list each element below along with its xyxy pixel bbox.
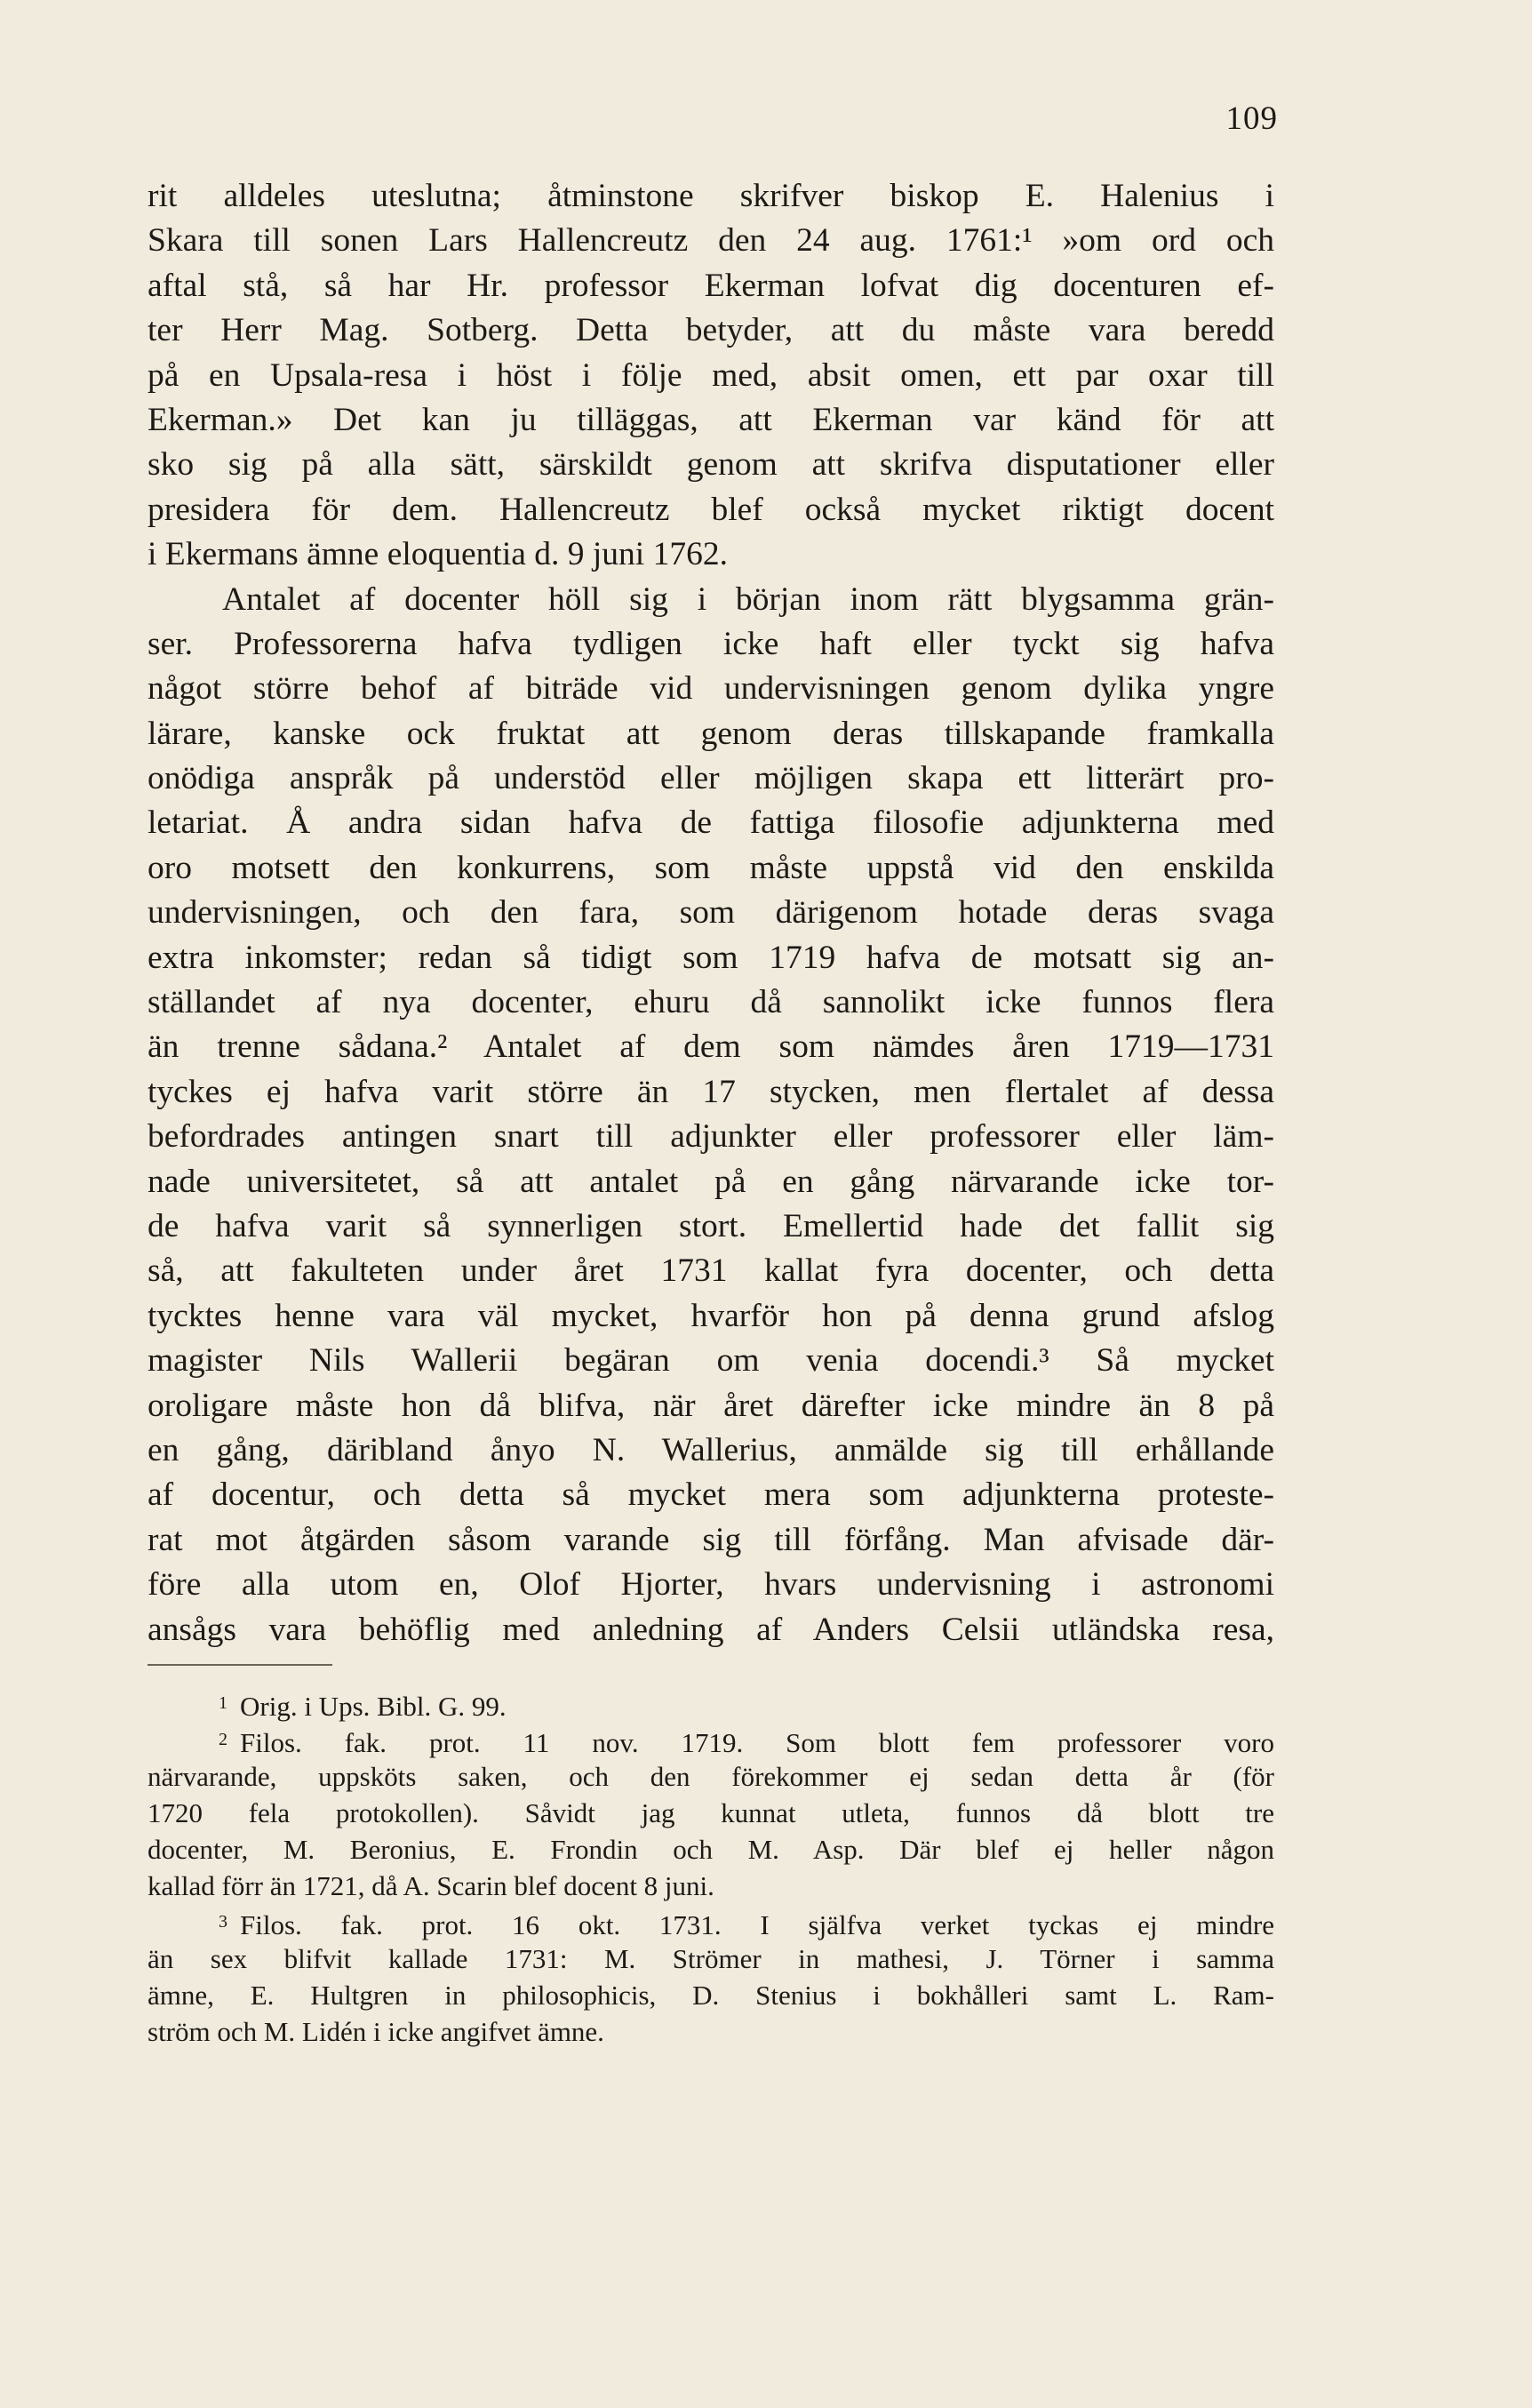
text-line: Antalet af docenter höll sig i början inom rätt blygsamma grän- xyxy=(222,580,1274,618)
footnote-1 xyxy=(148,1685,1274,1722)
footnote-marker: 1 xyxy=(219,1693,227,1713)
footnote-3 xyxy=(148,1904,1274,1940)
text-line: presidera för dem. Hallencreutz blef också mycket riktigt docent xyxy=(148,491,1274,528)
text-line: Ekerman.» Det kan ju tilläggas, att Ekerman var känd för att xyxy=(148,401,1274,438)
text-line: ställandet af nya docenter, ehuru då sannolikt icke funnos flera xyxy=(148,984,1274,1021)
text-line: något större behof af biträde vid undervisningen genom dylika yngre xyxy=(148,670,1274,708)
footnotes xyxy=(148,1685,1274,2050)
text-line: Skara till sonen Lars Hallencreutz den 24 aug. 1761:¹ »om ord och xyxy=(148,222,1274,260)
text-line: före alla utom en, Olof Hjorter, hvars undervisning i astronomi xyxy=(148,1566,1274,1604)
footnote-line: 1720 fela protokollen). Såvidt jag kunnat utleta, funnos då blott tre xyxy=(148,1797,1274,1828)
page-number: 109 xyxy=(1225,100,1278,137)
text-line: befordrades antingen snart till adjunkter eller professorer eller läm- xyxy=(148,1118,1274,1156)
footnote-line: ström och M. Lidén i icke angifvet ämne. xyxy=(148,2016,604,2047)
text-line: magister Nils Wallerii begäran om venia docendi.³ Så mycket xyxy=(148,1342,1274,1380)
text-line: så, att fakulteten under året 1731 kallat fyra docenter, och detta xyxy=(148,1252,1274,1290)
text-line: rit alldeles uteslutna; åtminstone skrifver biskop E. Halenius i xyxy=(148,178,1274,214)
text-line: de hafva varit så synnerligen stort. Emellertid hade det fallit sig xyxy=(148,1207,1274,1244)
text-line: än trenne sådana.² Antalet af dem som nämdes åren 1719—1731 xyxy=(148,1028,1274,1066)
footnote-2 xyxy=(148,1722,1274,1758)
footnote-line: ämne, E. Hultgren in philosophicis, D. Stenius i bokhålleri samt L. Ram- xyxy=(148,1980,1274,2011)
footnote-divider xyxy=(148,1664,332,1666)
footnote-marker: 2 xyxy=(219,1730,227,1749)
text-line: nade universitetet, så att antalet på en gång närvarande icke tor- xyxy=(148,1163,1274,1200)
text-line: sko sig på alla sätt, särskildt genom att skrifva disputationer eller xyxy=(148,446,1274,484)
text-line: en gång, däribland ånyo N. Wallerius, anmälde sig till erhållande xyxy=(148,1431,1274,1468)
footnote-text: Orig. i Ups. Bibl. G. 99. xyxy=(240,1691,507,1722)
text-line: extra inkomster; redan så tidigt som 1719 hafva de motsatt sig an- xyxy=(148,939,1274,976)
text-line: oroligare måste hon då blifva, när året därefter icke mindre än 8 på xyxy=(148,1387,1274,1424)
text-line: lärare, kanske ock fruktat att genom deras tillskapande framkalla xyxy=(148,715,1274,752)
text-line: i Ekermans ämne eloquentia d. 9 juni 1762. xyxy=(148,536,728,573)
text-line: ter Herr Mag. Sotberg. Detta betyder, att du måste vara beredd xyxy=(148,312,1274,349)
text-line: undervisningen, och den fara, som därigenom hotade deras svaga xyxy=(148,894,1274,932)
text-line: på en Upsala-resa i höst i följe med, absit omen, ett par oxar till xyxy=(148,356,1274,394)
text-line: af docentur, och detta så mycket mera som adjunkterna proteste- xyxy=(148,1476,1274,1514)
footnote-line: kallad förr än 1721, då A. Scarin blef docent 8 juni. xyxy=(148,1870,714,1901)
text-line: ser. Professorerna hafva tydligen icke haft eller tyckt sig hafva xyxy=(148,625,1274,662)
text-line: tyckes ej hafva varit större än 17 stycken, men flertalet af dessa xyxy=(148,1073,1274,1110)
footnote-line: än sex blifvit kallade 1731: M. Strömer in mathesi, J. Törner i samma xyxy=(148,1943,1274,1974)
text-line: onödiga anspråk på understöd eller möjligen skapa ett litterärt pro- xyxy=(148,760,1274,797)
body-text xyxy=(148,174,1274,1652)
text-line: letariat. Å andra sidan hafva de fattiga filosofie adjunkterna med xyxy=(148,804,1274,842)
text-line: rat mot åtgärden såsom varande sig till förfång. Man afvisade där- xyxy=(148,1521,1274,1558)
footnote-line: närvarande, uppsköts saken, och den förekommer ej sedan detta år (för xyxy=(148,1761,1274,1792)
text-line: oro motsett den konkurrens, som måste uppstå vid den enskilda xyxy=(148,849,1274,886)
footnote-line: docenter, M. Beronius, E. Frondin och M. Asp. Där blef ej heller någon xyxy=(148,1834,1274,1865)
footnote-text: Filos. fak. prot. 16 okt. 1731. I själfva verket tyckas ej mindre xyxy=(240,1909,1274,1940)
footnote-text: Filos. fak. prot. 11 nov. 1719. Som blott fem professorer voro xyxy=(240,1727,1274,1758)
text-line: aftal stå, så har Hr. professor Ekerman lofvat dig docenturen ef- xyxy=(148,267,1274,304)
text-line: ansågs vara behöflig med anledning af Anders Celsii utländska resa, xyxy=(148,1611,1274,1648)
footnote-marker: 3 xyxy=(219,1912,227,1932)
text-line: tycktes henne vara väl mycket, hvarför hon på denna grund afslog xyxy=(148,1297,1274,1334)
